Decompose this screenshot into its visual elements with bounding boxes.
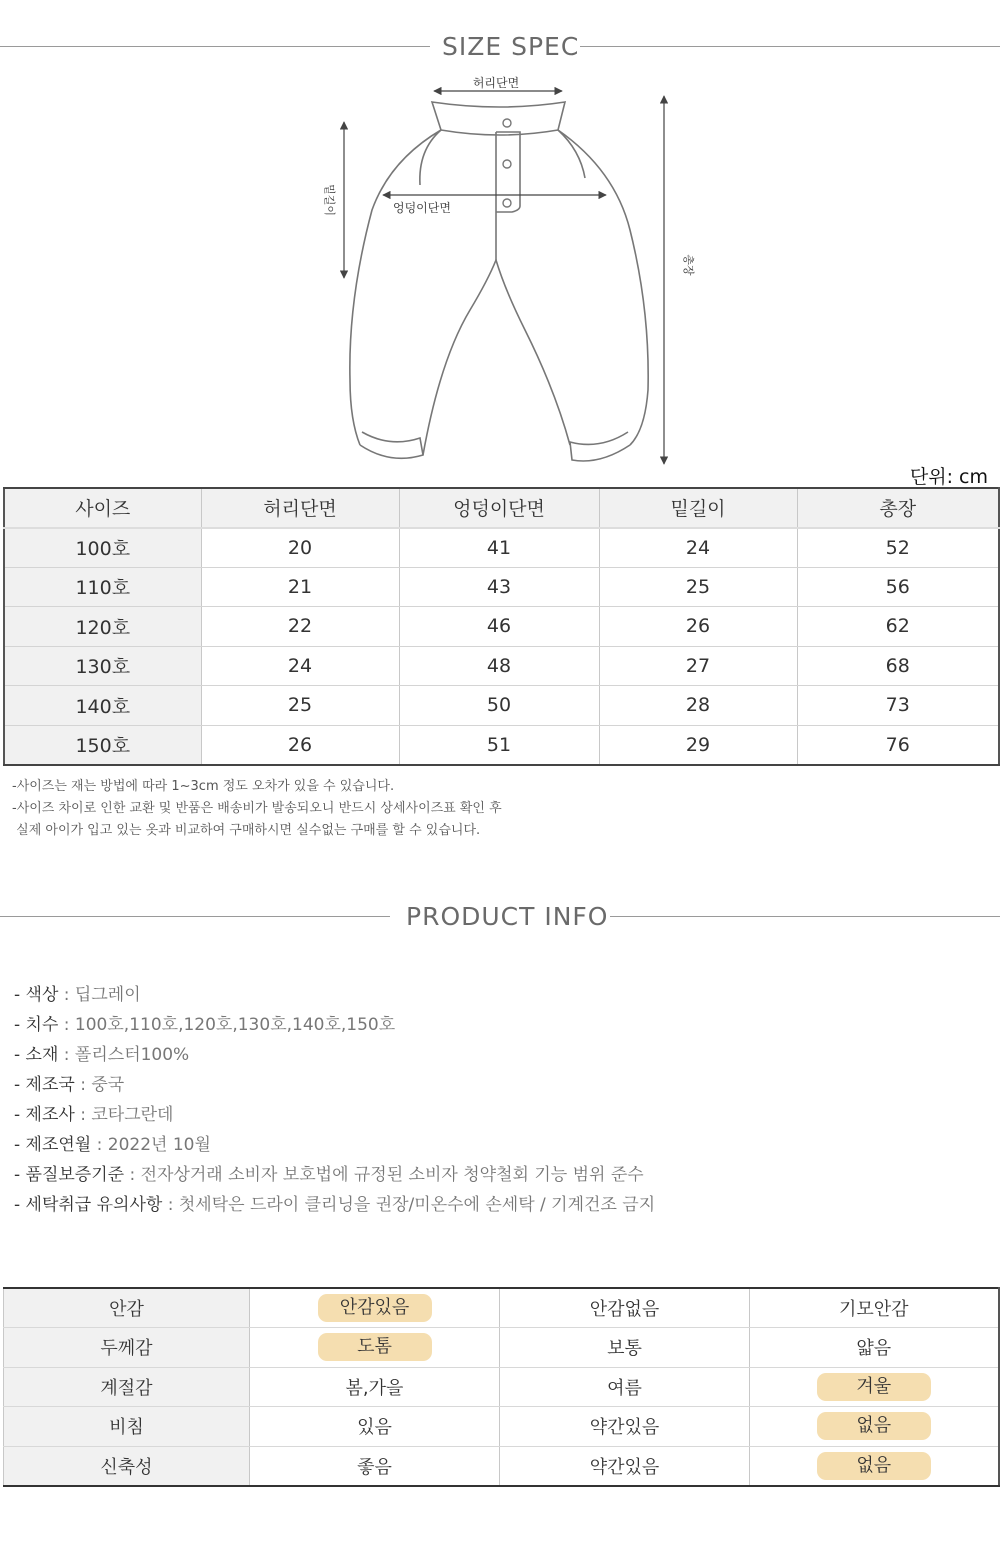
feel-option — [500, 1446, 750, 1486]
info-key: - 제조국 — [14, 1075, 75, 1095]
size-cell: 100호 — [4, 528, 201, 568]
table-row — [4, 646, 999, 686]
info-key: - 색상 — [14, 985, 59, 1005]
info-key: - 세탁취급 유의사항 — [14, 1195, 163, 1215]
selected-option-badge: 없음 — [817, 1412, 931, 1440]
info-row — [14, 980, 655, 1010]
section-title: SIZE SPEC — [442, 32, 580, 61]
info-row — [14, 1100, 655, 1130]
feel-option — [750, 1446, 999, 1486]
table-row — [4, 725, 999, 765]
feel-option — [250, 1328, 500, 1368]
table-cell: 73 — [797, 686, 999, 726]
table-cell: 21 — [201, 567, 399, 607]
option-text: 약간있음 — [589, 1456, 660, 1478]
table-cell: 24 — [201, 646, 399, 686]
selected-option-badge: 안감있음 — [318, 1294, 432, 1322]
feel-label: 두께감 — [4, 1328, 250, 1368]
info-row — [14, 1070, 655, 1100]
table-cell: 43 — [399, 567, 599, 607]
feel-row — [4, 1367, 999, 1407]
table-row — [4, 607, 999, 647]
product-info-header — [0, 902, 1000, 932]
feel-row — [4, 1446, 999, 1486]
size-cell: 110호 — [4, 567, 201, 607]
option-text: 봄,가을 — [345, 1377, 404, 1399]
pants-outline — [350, 102, 648, 461]
section-title: PRODUCT INFO — [406, 902, 609, 931]
option-text: 있음 — [357, 1417, 392, 1439]
feel-option — [250, 1367, 500, 1407]
table-row — [4, 567, 999, 607]
table-cell: 25 — [599, 567, 797, 607]
info-value: : 전자상거래 소비자 보호법에 규정된 소비자 청약철회 기능 범위 준수 — [124, 1165, 644, 1185]
measure-arrows — [344, 91, 664, 464]
info-value: : 2022년 10월 — [91, 1135, 211, 1155]
info-key: - 소재 — [14, 1045, 59, 1065]
info-row — [14, 1190, 655, 1220]
note-line: 실제 아이가 입고 있는 옷과 비교하여 구매하시면 실수없는 구매를 할 수 있습니다. — [12, 823, 481, 838]
size-cell: 150호 — [4, 725, 201, 765]
info-value: : 중국 — [74, 1075, 125, 1095]
table-cell: 26 — [201, 725, 399, 765]
length-label: 총장 — [682, 254, 695, 276]
selected-option-badge: 도톰 — [318, 1333, 432, 1361]
feel-option — [250, 1446, 500, 1486]
table-cell: 25 — [201, 686, 399, 726]
feel-option — [250, 1288, 500, 1328]
column-header: 밑길이 — [599, 488, 797, 528]
rise-label: 밑길이 — [323, 184, 336, 216]
feel-label: 신축성 — [4, 1446, 250, 1486]
info-key: - 제조연월 — [14, 1135, 92, 1155]
waist-label: 허리단면 — [472, 76, 520, 90]
info-row — [14, 1040, 655, 1070]
divider — [610, 916, 1000, 917]
table-header-row — [4, 488, 999, 528]
size-table — [3, 487, 1000, 766]
column-header: 총장 — [797, 488, 999, 528]
option-text: 보통 — [607, 1338, 642, 1360]
size-spec-header — [0, 32, 1000, 62]
info-value: : 100호,110호,120호,130호,140호,150호 — [58, 1015, 396, 1035]
feel-option — [500, 1328, 750, 1368]
size-cell: 120호 — [4, 607, 201, 647]
feel-option — [750, 1407, 999, 1447]
size-cell: 130호 — [4, 646, 201, 686]
column-header: 엉덩이단면 — [399, 488, 599, 528]
info-row — [14, 1160, 655, 1190]
pants-diagram — [0, 60, 1000, 480]
divider — [0, 916, 390, 917]
fabric-feel-table — [3, 1287, 1000, 1487]
divider — [0, 46, 430, 47]
option-text: 약간있음 — [589, 1417, 660, 1439]
info-key: - 제조사 — [14, 1105, 75, 1125]
table-cell: 27 — [599, 646, 797, 686]
table-cell: 29 — [599, 725, 797, 765]
info-row — [14, 1010, 655, 1040]
info-key: - 품질보증기준 — [14, 1165, 125, 1185]
table-cell: 50 — [399, 686, 599, 726]
feel-option — [500, 1407, 750, 1447]
feel-option — [500, 1367, 750, 1407]
table-cell: 28 — [599, 686, 797, 726]
table-cell: 48 — [399, 646, 599, 686]
option-text: 얇음 — [856, 1338, 892, 1360]
column-header: 사이즈 — [4, 488, 201, 528]
table-cell: 24 — [599, 528, 797, 568]
option-text: 기모안감 — [838, 1299, 909, 1320]
info-value: : 딥그레이 — [58, 985, 141, 1005]
unit-label: 단위: cm — [909, 466, 988, 488]
feel-option — [750, 1328, 999, 1368]
divider — [580, 46, 1000, 47]
table-cell: 51 — [399, 725, 599, 765]
option-text: 여름 — [607, 1377, 642, 1399]
feel-option — [500, 1288, 750, 1328]
feel-row — [4, 1328, 999, 1368]
info-value: : 첫세탁은 드라이 클리닝을 권장/미온수에 손세탁 / 기계건조 금지 — [162, 1195, 656, 1215]
size-notes — [12, 776, 502, 842]
table-cell: 20 — [201, 528, 399, 568]
info-value: : 코타그란데 — [74, 1105, 174, 1125]
info-key: - 치수 — [14, 1015, 59, 1035]
selected-option-badge: 없음 — [817, 1452, 931, 1480]
table-cell: 22 — [201, 607, 399, 647]
column-header: 허리단면 — [201, 488, 399, 528]
table-cell: 56 — [797, 567, 999, 607]
table-cell: 76 — [797, 725, 999, 765]
feel-option — [250, 1407, 500, 1447]
feel-row — [4, 1407, 999, 1447]
feel-row — [4, 1288, 999, 1328]
feel-option — [750, 1367, 999, 1407]
feel-label: 안감 — [4, 1288, 250, 1328]
feel-option — [750, 1288, 999, 1328]
table-row — [4, 686, 999, 726]
table-cell: 68 — [797, 646, 999, 686]
selected-option-badge: 겨울 — [817, 1373, 931, 1401]
table-cell: 62 — [797, 607, 999, 647]
feel-label: 비침 — [4, 1407, 250, 1447]
table-row — [4, 528, 999, 568]
table-cell: 26 — [599, 607, 797, 647]
size-cell: 140호 — [4, 686, 201, 726]
hip-label: 엉덩이단면 — [393, 201, 451, 215]
table-cell: 52 — [797, 528, 999, 568]
product-info-list — [14, 980, 655, 1220]
option-text: 안감없음 — [589, 1299, 660, 1320]
note-line: -사이즈 차이로 인한 교환 및 반품은 배송비가 발송되오니 반드시 상세사이즈표 확인 후 — [12, 801, 502, 816]
note-line: -사이즈는 재는 방법에 따라 1~3cm 정도 오차가 있을 수 있습니다. — [12, 779, 395, 794]
info-value: : 폴리스터100% — [58, 1045, 190, 1065]
feel-label: 계절감 — [4, 1367, 250, 1407]
table-cell: 46 — [399, 607, 599, 647]
option-text: 좋음 — [357, 1456, 392, 1478]
table-cell: 41 — [399, 528, 599, 568]
info-row — [14, 1130, 655, 1160]
